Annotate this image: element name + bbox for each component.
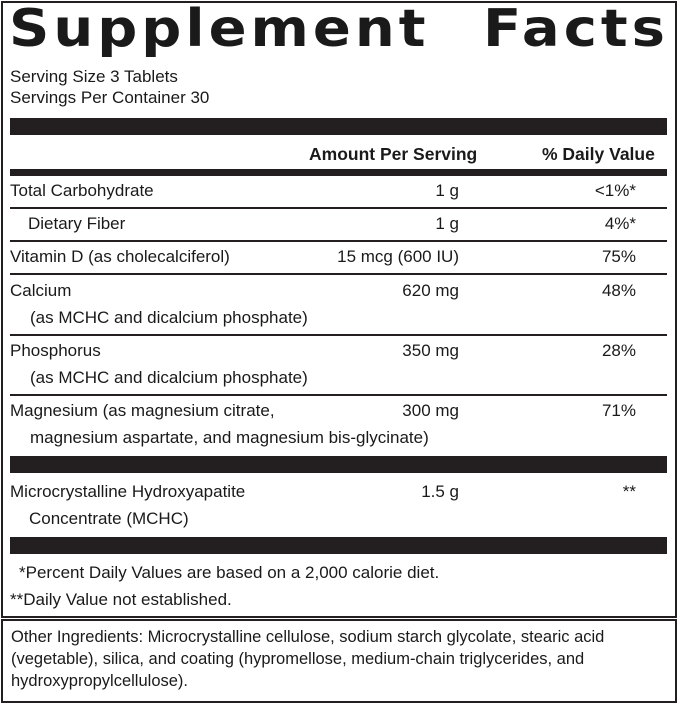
- medium-divider: [10, 169, 667, 176]
- row-divider: [10, 207, 667, 209]
- nutrient-daily-value: 75%: [601, 247, 636, 266]
- header-daily-value: % Daily Value: [542, 144, 655, 164]
- compound-name: Microcrystalline Hydroxyapatite: [10, 482, 246, 501]
- nutrient-amount: 1 g: [435, 214, 459, 233]
- row-divider: [10, 273, 667, 275]
- other-ingredients-box: [1, 619, 677, 703]
- nutrient-daily-value: 28%: [601, 341, 636, 360]
- nutrient-name: Phosphorus: [10, 341, 101, 360]
- nutrient-name: Magnesium (as magnesium citrate,: [10, 401, 275, 420]
- nutrient-source: (as MCHC and dicalcium phosphate): [30, 308, 308, 327]
- nutrient-name: Total Carbohydrate: [10, 181, 154, 200]
- thick-divider-bottom: [10, 537, 667, 554]
- row-divider: [10, 334, 667, 336]
- title-word-supplement: Supplement: [9, 0, 430, 59]
- nutrient-daily-value: <1%*: [594, 181, 636, 200]
- nutrient-daily-value: 71%: [601, 401, 636, 420]
- nutrient-amount: 300 mg: [402, 401, 459, 420]
- compound-amount: 1.5 g: [421, 482, 459, 501]
- nutrient-amount: 620 mg: [402, 281, 459, 300]
- thick-divider-top: [10, 118, 667, 135]
- compound-name-continued: Concentrate (MCHC): [29, 509, 189, 528]
- thick-divider-middle: [10, 456, 667, 473]
- nutrient-name: Calcium: [10, 281, 72, 300]
- servings-per-container: Servings Per Container 30: [10, 88, 210, 107]
- nutrient-daily-value: 4%*: [604, 214, 636, 233]
- nutrient-amount: 1 g: [435, 181, 459, 200]
- compound-daily-value: **: [622, 482, 636, 501]
- panel-title: [9, 0, 669, 59]
- row-divider: [10, 394, 667, 396]
- serving-size: Serving Size 3 Tablets: [10, 67, 178, 86]
- nutrient-amount: 350 mg: [402, 341, 459, 360]
- title-word-facts: Facts: [482, 0, 669, 59]
- nutrient-daily-value: 48%: [601, 281, 636, 300]
- nutrient-source: magnesium aspartate, and magnesium bis-glycinate): [30, 428, 429, 447]
- other-ingredients-text: Other Ingredients: Microcrystalline cellulose, sodium starch glycolate, stearic acid (vegetable), silica, and coating (hypromellose, medium-chain triglycerides, and hydroxypropylcellulose).: [11, 628, 605, 690]
- nutrient-amount: 15 mcg (600 IU): [337, 247, 459, 266]
- nutrient-name: Vitamin D (as cholecalciferol): [10, 247, 230, 266]
- footnote-percent-daily-value: *Percent Daily Values are based on a 2,000 calorie diet.: [19, 563, 440, 582]
- header-amount-per-serving: Amount Per Serving: [309, 144, 478, 164]
- nutrient-name: Dietary Fiber: [28, 214, 126, 233]
- footnote-daily-value-not-established: **Daily Value not established.: [10, 590, 232, 609]
- row-divider: [10, 240, 667, 242]
- nutrient-source: (as MCHC and dicalcium phosphate): [30, 368, 308, 387]
